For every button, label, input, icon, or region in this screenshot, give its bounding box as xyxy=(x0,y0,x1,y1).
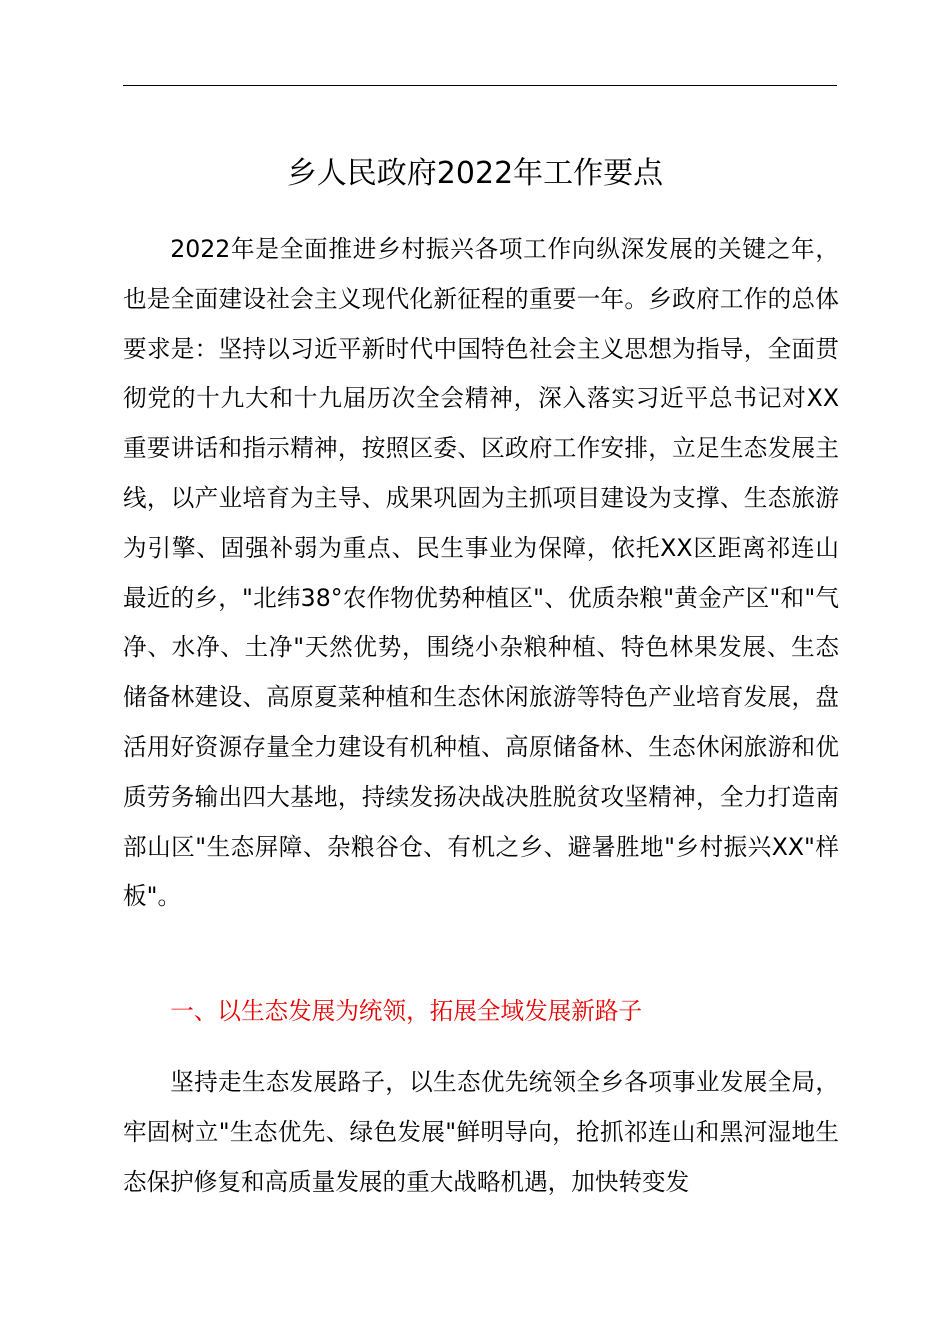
document-title: 乡人民政府2022年工作要点 xyxy=(286,156,664,191)
intro-paragraph: 2022年是全面推进乡村振兴各项工作向纵深发展的关键之年，也是全面建设社会主义现代化新征程的重要一年。乡政府工作的总体要求是：坚持以习近平新时代中国特色社会主义思想为指导，全面贯彻党的十九大和十九届历次全会精神，深入落实习近平总书记对XX重要讲话和指示精神，按照区委、区政府工作安排，立足生态发展主线，以产业培育为主导、成果巩固为主抓项目建设为支撑、生态旅游为引擎、固强补弱为重点、民生事业为保障，依托XX区距离祁连山最近的乡，"北纬38°农作物优势种植区"、优质杂粮"黄金产区"和"气净、水净、土净"天然优势，围绕小杂粮种植、特色林果发展、生态储备林建设、高原夏菜种植和生态休闲旅游等特色产业培育发展，盘活用好资源存量全力建设有机种植、高原储备林、生态休闲旅游和优质劳务输出四大基地，持续发扬决战决胜脱贫攻坚精神，全力打造南部山区"生态屏障、杂粮谷仓、有机之乡、避暑胜地"乡村振兴XX"样板"。 xyxy=(123,235,839,911)
header-rule xyxy=(123,85,837,86)
section-1-paragraph: 坚持走生态发展路子，以生态优先统领全乡各项事业发展全局，牢固树立"生态优先、绿色发展"鲜明导向，抢抓祁连山和黑河湿地生态保护修复和高质量发展的重大战略机遇，加快转变发 xyxy=(123,1068,839,1196)
section-heading-1: 一、以生态发展为统领，拓展全域发展新路子 xyxy=(170,997,643,1025)
